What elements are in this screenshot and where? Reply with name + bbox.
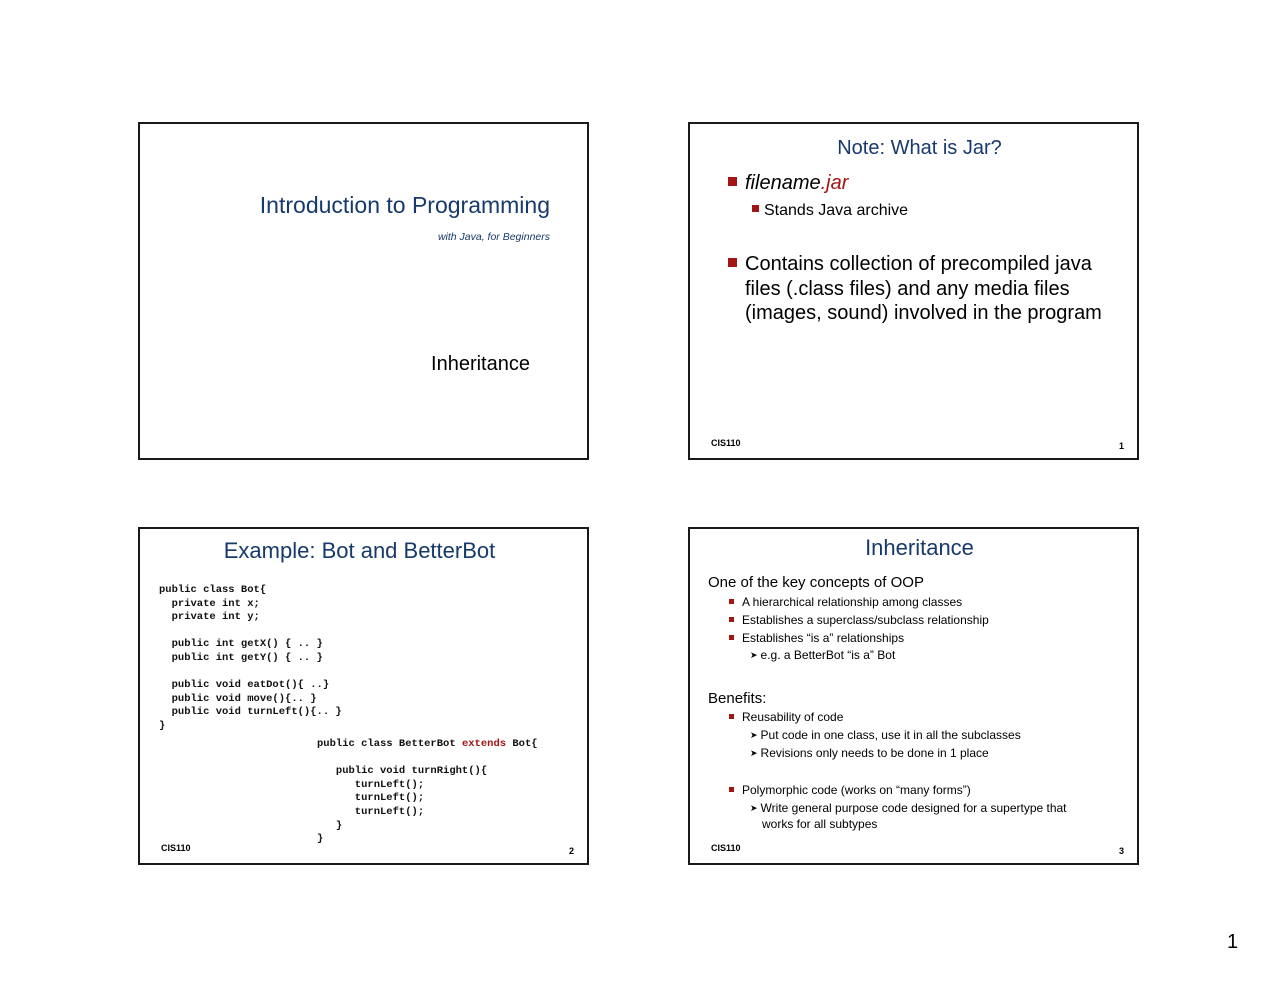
heading-benefits: Benefits:: [708, 690, 767, 707]
slide-bot-example: [138, 527, 589, 865]
square-bullet-icon: [728, 177, 737, 186]
page-number: 1: [1227, 931, 1239, 953]
square-bullet-icon: [728, 258, 737, 267]
slide-number: 1: [1118, 441, 1124, 451]
list-item: Establishes a superclass/subclass relationship: [729, 613, 989, 627]
bullet-filename-jar: [728, 172, 848, 195]
bullet-contains: Contains collection of precompiled java: [728, 253, 1092, 276]
list-item: Reusability of code: [729, 710, 843, 724]
bot-code-block: public class Bot{ private int x; private int y; public int getX() { .. } public int getY() { .. } public void eatDot(){ ..} public void move(){.. } public void turnLeft(){.. } }: [159, 584, 342, 732]
slide-heading: Note: What is Jar?: [837, 137, 1002, 159]
slide-heading: Inheritance: [865, 535, 974, 560]
section-title: Inheritance: [431, 353, 530, 375]
heading-key-concepts: One of the key concepts of OOP: [708, 574, 924, 591]
square-bullet-icon: [729, 599, 734, 604]
bullet-continuation: files (.class files) and any media files: [745, 278, 1070, 300]
sub-list-item: ➤ e.g. a BetterBot “is a” Bot: [750, 648, 896, 662]
jar-extension: .jar: [820, 172, 849, 194]
list-item: Establishes “is a” relationships: [729, 631, 904, 645]
course-footer: CIS110: [161, 843, 191, 853]
arrow-bullet-icon: ➤: [750, 730, 758, 740]
slide-what-is-jar: [688, 122, 1139, 460]
slide-heading: Example: Bot and BetterBot: [223, 538, 496, 563]
slide-title: [138, 122, 589, 460]
arrow-bullet-icon: ➤: [750, 803, 758, 813]
course-footer: CIS110: [711, 843, 741, 853]
course-footer: CIS110: [711, 438, 741, 448]
sub-list-item: ➤ Put code in one class, use it in all the subclasses: [750, 728, 1021, 742]
betterbot-code-block: public class BetterBot extends Bot{ public void turnRight(){ turnLeft(); turnLeft(); turnLeft(); } }: [317, 738, 538, 846]
course-title: Introduction to Programming: [259, 192, 550, 218]
slide-inheritance: [688, 527, 1139, 865]
square-bullet-icon: [729, 714, 734, 719]
arrow-bullet-icon: ➤: [750, 650, 758, 660]
course-subtitle: with Java, for Beginners: [437, 231, 550, 243]
extends-keyword: extends: [461, 738, 507, 750]
square-bullet-icon: [729, 617, 734, 622]
square-bullet-icon: [752, 205, 759, 212]
bullet-continuation: (images, sound) involved in the program: [745, 302, 1102, 324]
sub-bullet: Stands Java archive: [752, 202, 908, 220]
slide-number: 3: [1118, 846, 1124, 856]
square-bullet-icon: [729, 787, 734, 792]
sub-list-item: ➤ Revisions only needs to be done in 1 place: [750, 746, 989, 760]
sub-list-item: ➤ Write general purpose code designed for a supertype that works for all subtypes: [750, 801, 1067, 831]
arrow-bullet-icon: ➤: [750, 748, 758, 758]
filename-text: filename: [745, 172, 821, 194]
square-bullet-icon: [729, 635, 734, 640]
list-item: A hierarchical relationship among classes: [729, 595, 962, 609]
list-item: Polymorphic code (works on “many forms”): [729, 783, 971, 797]
slide-number: 2: [568, 846, 574, 856]
